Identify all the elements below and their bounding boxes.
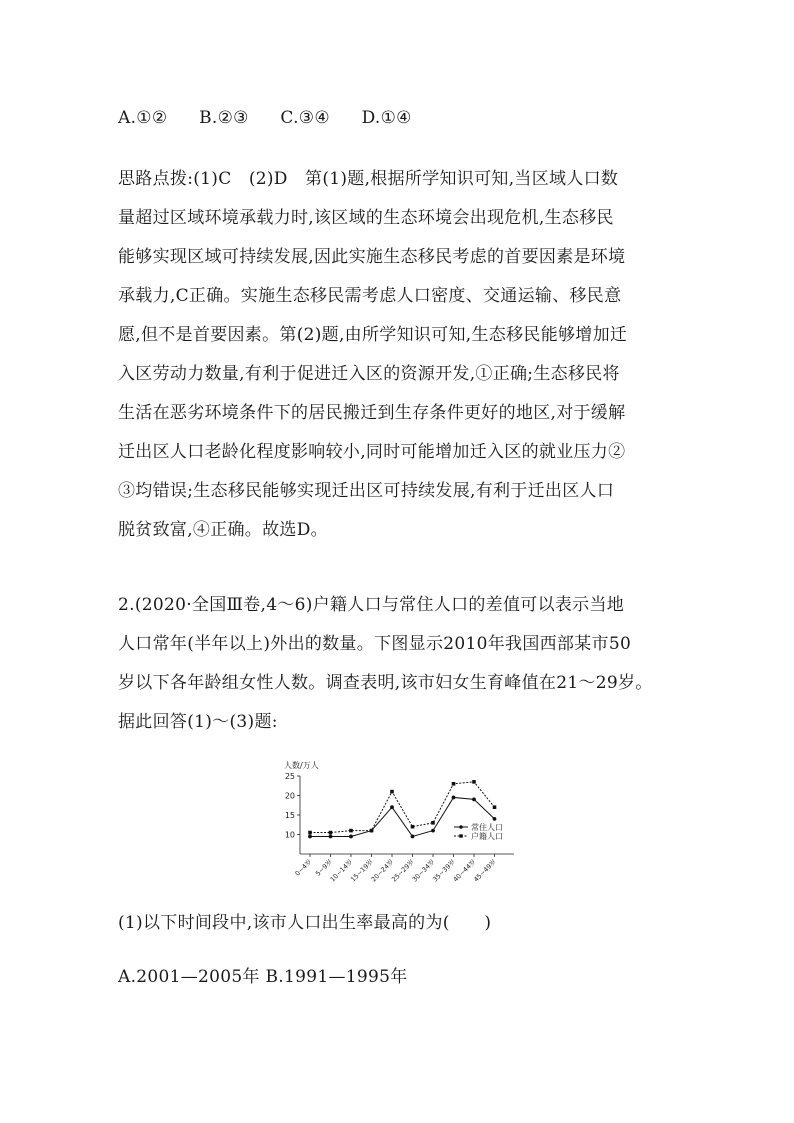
legend-label-resident: 常住人口 xyxy=(471,823,503,832)
x-tick-label-0: 0~4岁 xyxy=(293,857,314,878)
series-0-point-0 xyxy=(308,835,312,839)
analysis-line-7: 生活在恶劣环境条件下的居民搬迁到生存条件更好的地区,对于缓解 xyxy=(118,403,626,423)
series-1-point-4 xyxy=(390,790,394,794)
x-tick-label-3: 15~19岁 xyxy=(349,857,375,884)
population-chart xyxy=(282,756,522,892)
question2-line-1: 2.(2020·全国Ⅲ卷,4～6)户籍人口与常住人口的差值可以表示当地 xyxy=(118,595,625,615)
question2-line-4: 据此回答(1)～(3)题: xyxy=(118,712,278,732)
analysis-line-10: 脱贫致富,④正确。故选D。 xyxy=(118,520,328,540)
question2-line-2: 人口常年(半年以上)外出的数量。下图显示2010年我国西部某市50 xyxy=(118,634,632,654)
legend-marker-resident xyxy=(459,825,463,829)
y-tick-label-3: 25 xyxy=(284,772,295,781)
series-1-point-8 xyxy=(472,780,476,784)
series-0-point-8 xyxy=(472,798,476,802)
series-1-point-2 xyxy=(349,829,353,833)
series-1-point-6 xyxy=(431,821,435,825)
question2-line-3: 岁以下各年龄组女性人数。调查表明,该市妇女生育峰值在21～29岁。 xyxy=(118,673,653,693)
analysis-line-1: 思路点拨:(1)C (2)D 第(1)题,根据所学知识可知,当区域人口数 xyxy=(118,169,619,189)
option-a: A.①② xyxy=(118,108,168,128)
x-tick-label-4: 20~24岁 xyxy=(369,857,396,884)
series-1-point-3 xyxy=(370,829,374,833)
y-tick-label-0: 10 xyxy=(284,830,295,840)
x-tick-label-6: 30~34岁 xyxy=(410,857,437,884)
x-tick-label-7: 35~39岁 xyxy=(431,857,457,884)
analysis-line-5: 愿,但不是首要因素。第(2)题,由所学知识可知,生态移民能够增加迁 xyxy=(118,325,628,345)
chart-marks xyxy=(285,772,498,884)
series-1-point-9 xyxy=(493,805,497,809)
chart-ylabel: 人数/万人 xyxy=(284,761,319,770)
y-tick-label-1: 15 xyxy=(284,811,295,820)
x-tick-label-2: 10~14岁 xyxy=(328,857,355,884)
series-0-point-9 xyxy=(493,817,497,821)
analysis-line-8: 迁出区人口老龄化程度影响较小,同时可能增加迁入区的就业压力② xyxy=(118,442,626,462)
series-0-point-2 xyxy=(349,835,353,839)
option-b: B.②③ xyxy=(199,108,249,128)
legend-label-registered: 户籍人口 xyxy=(471,832,503,841)
x-tick-label-1: 5~9岁 xyxy=(313,857,334,878)
series-0-point-6 xyxy=(431,829,435,833)
option-c: C.③④ xyxy=(280,108,330,128)
series-1-point-5 xyxy=(411,825,415,829)
analysis-line-6: 入区劳动力数量,有利于促进迁入区的资源开发,①正确;生态移民将 xyxy=(118,364,620,384)
x-tick-label-8: 40~44岁 xyxy=(451,857,478,884)
x-tick-label-5: 25~29岁 xyxy=(390,857,416,884)
series-0-point-4 xyxy=(390,805,394,809)
series-1-point-0 xyxy=(308,831,312,835)
q1-options xyxy=(118,108,438,128)
analysis-line-4: 承载力,C正确。实施生态移民需考虑人口密度、交通运输、移民意 xyxy=(118,286,622,306)
option-d: D.①④ xyxy=(361,108,412,128)
series-0-point-1 xyxy=(329,835,333,839)
analysis-line-3: 能够实现区域可持续发展,因此实施生态移民考虑的首要因素是环境 xyxy=(118,247,626,267)
legend-marker-registered xyxy=(459,834,462,837)
series-1-point-7 xyxy=(452,782,456,786)
series-line-1 xyxy=(310,782,495,833)
series-0-point-7 xyxy=(452,796,456,800)
subquestion-1: (1)以下时间段中,该市人口出生率最高的为( ) xyxy=(118,913,492,933)
chart-legend xyxy=(454,822,503,841)
x-tick-label-9: 45~49岁 xyxy=(472,857,498,884)
series-0-point-5 xyxy=(411,835,415,839)
y-tick-label-2: 20 xyxy=(284,791,295,801)
chart-svg xyxy=(282,756,522,892)
series-1-point-1 xyxy=(329,831,333,835)
series-line-0 xyxy=(310,797,495,836)
analysis-line-9: ③均错误;生态移民能够实现迁出区可持续发展,有利于迁出区人口 xyxy=(118,481,615,501)
subquestion-1-options: A.2001—2005年 B.1991—1995年 xyxy=(118,967,408,987)
analysis-line-2: 量超过区域环境承载力时,该区域的生态环境会出现危机,生态移民 xyxy=(118,208,614,228)
